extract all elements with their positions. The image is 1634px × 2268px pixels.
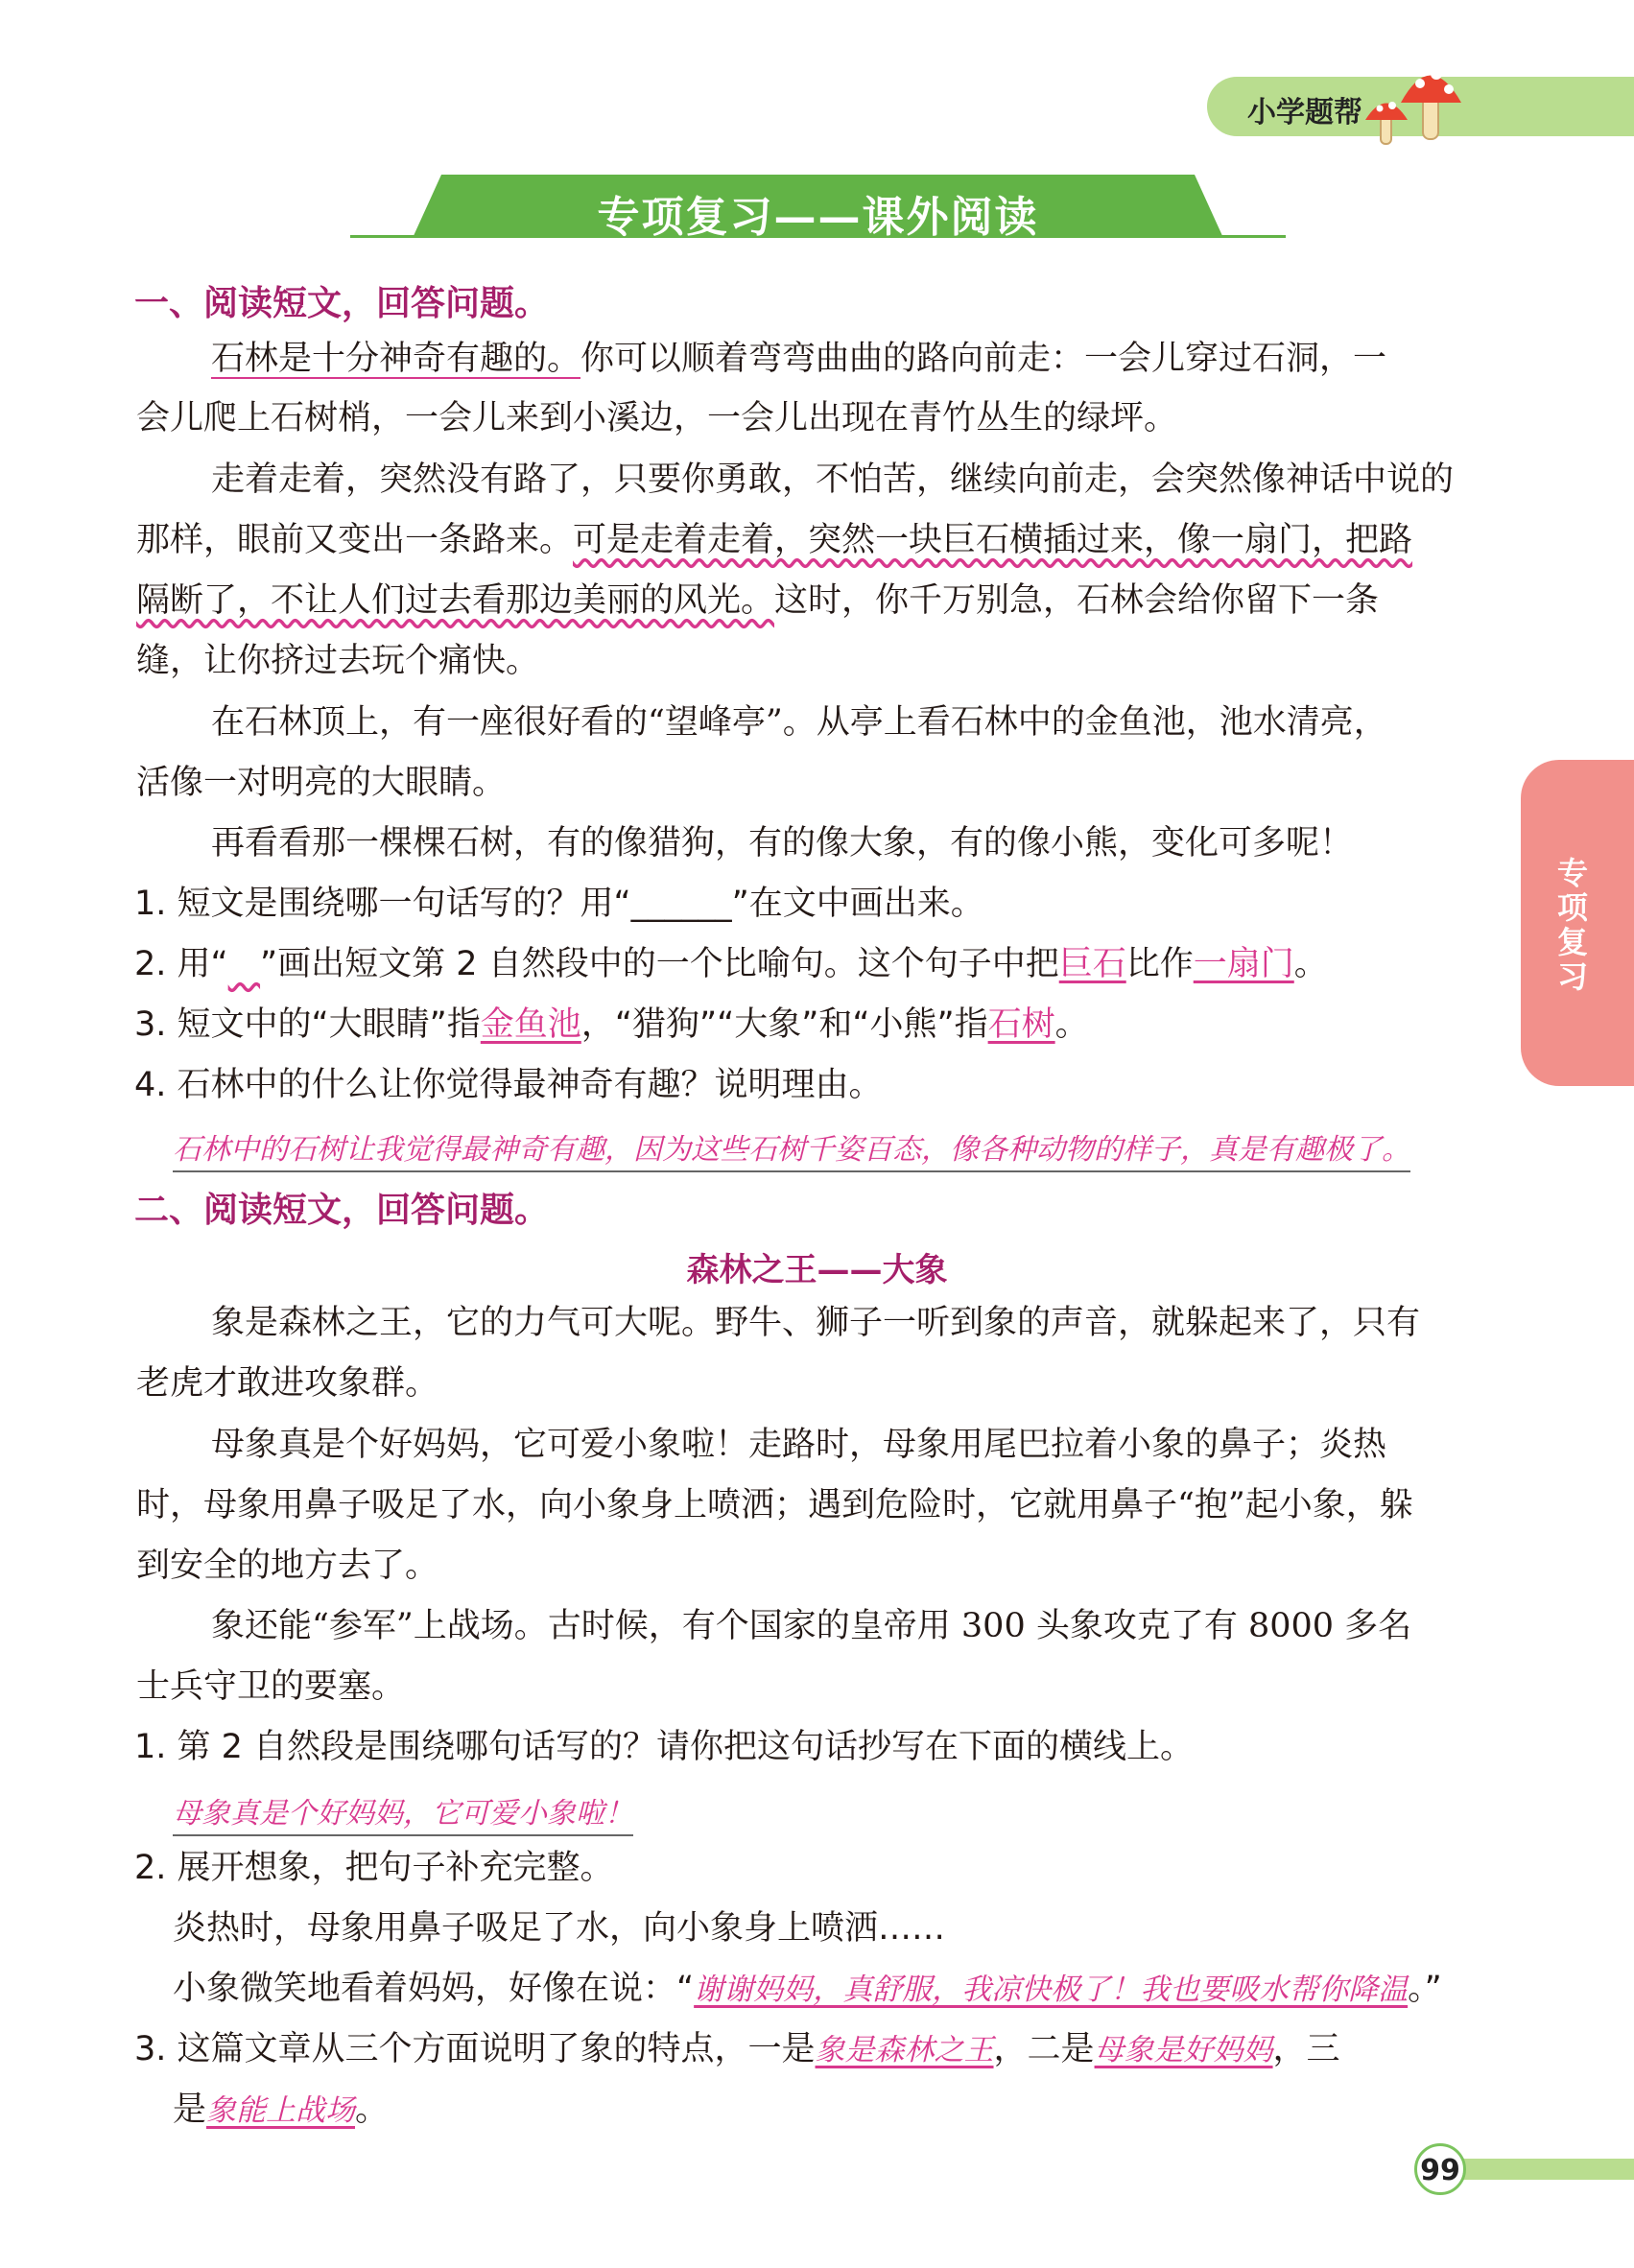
s2-q2-line2: 小象微笑地看着妈妈，好像在说：“谢谢妈妈，真舒服，我凉快极了！我也要吸水帮你降温。” [173, 1970, 1442, 2008]
s1-q4-answer: 石林中的石树让我觉得最神奇有趣，因为这些石树千姿百态，像各种动物的样子，真是有趣极了。 [173, 1125, 1410, 1168]
s2-q1-answer: 母象真是个好妈妈，它可爱小象啦！ [173, 1789, 633, 1831]
s2-p3-line2: 士兵守卫的要塞。 [136, 1667, 406, 1706]
s1-question-3: 3. 短文中的“大眼睛”指金鱼池，“猎狗”“大象”和“小熊”指石树。 [134, 1005, 1089, 1044]
s1-p2-line2: 那样，眼前又变出一条路来。可是走着走着，突然一块巨石横插过来，像一扇门，把路 [136, 521, 1413, 559]
s1-p2-line4: 缝，让你挤过去玩个痛快。 [136, 642, 540, 680]
page-number-badge [1414, 2143, 1466, 2195]
s2-q3-answer-1: 象是森林之王 [815, 2033, 994, 2067]
s2-article-title: 森林之王——大象 [686, 1251, 948, 1289]
s1-q3-answer-1: 金鱼池 [480, 1005, 581, 1044]
s1-q2-answer-1: 巨石 [1058, 945, 1126, 983]
page-number: 99 [1420, 2154, 1460, 2187]
s2-q2-line1: 炎热时，母象用鼻子吸足了水，向小象身上喷洒…… [173, 1909, 946, 1948]
s1-p1-line2: 会儿爬上石树梢，一会儿来到小溪边，一会儿出现在青竹丛生的绿坪。 [136, 399, 1178, 437]
mushroom-icon [1348, 53, 1473, 149]
s1-p2-line1: 走着走着，突然没有路了，只要你勇敢，不怕苦，继续向前走，会突然像神话中说的 [211, 461, 1455, 499]
wavy-mark [228, 945, 260, 983]
banner-title: 专项复习——课外阅读 [597, 193, 1039, 242]
s2-question-2: 2. 展开想象，把句子补充完整。 [134, 1849, 614, 1887]
s1-question-1: 1. 短文是围绕哪一句话写的？用“______”在文中画出来。 [134, 885, 984, 923]
side-tab-label: 专项复习 [1556, 855, 1588, 995]
s1-metaphor-a: 可是走着走着，突然一块巨石横插过来，像一扇门，把路 [573, 521, 1413, 559]
s2-question-3: 3. 这篇文章从三个方面说明了象的特点，一是象是森林之王，二是母象是好妈妈，三 [134, 2030, 1340, 2068]
s1-p3-line2: 活像一对明亮的大眼睛。 [136, 764, 507, 802]
s2-p1-line2: 老虎才敢进攻象群。 [136, 1364, 439, 1403]
s2-q2-answer: 谢谢妈妈，真舒服，我凉快极了！我也要吸水帮你降温 [694, 1973, 1409, 2007]
s1-p2-line3: 隔断了，不让人们过去看那边美丽的风光。这时，你千万别急，石林会给你留下一条 [136, 581, 1380, 620]
s2-q3-answer-2: 母象是好妈妈 [1094, 2033, 1273, 2067]
page-number-bar [1439, 2159, 1634, 2180]
s1-p3-line1: 在石林顶上，有一座很好看的“望峰亭”。从亭上看石林中的金鱼池，池水清亮， [211, 703, 1387, 742]
s2-p2-line1: 母象真是个好妈妈，它可爱小象啦！走路时，母象用尾巴拉着小象的鼻子；炎热 [211, 1426, 1387, 1464]
s1-q3-answer-2: 石树 [987, 1005, 1055, 1044]
section1-heading: 一、阅读短文，回答问题。 [134, 284, 550, 323]
s2-question-3-cont: 是象能上战场。 [173, 2091, 390, 2129]
banner [413, 175, 1223, 242]
s1-question-4: 4. 石林中的什么让你觉得最神奇有趣？说明理由。 [134, 1066, 883, 1104]
s1-key-sentence: 石林是十分神奇有趣的。 [211, 340, 581, 378]
s2-question-1: 1. 第 2 自然段是围绕哪句话写的？请你把这句话抄写在下面的横线上。 [134, 1728, 1195, 1766]
s1-q2-answer-2: 一扇门 [1193, 945, 1294, 983]
s2-q3-answer-3: 象能上战场 [206, 2093, 356, 2128]
s2-p1-line1: 象是森林之王，它的力气可大呢。野牛、狮子一听到象的声音，就躲起来了，只有 [211, 1304, 1421, 1342]
side-tab [1521, 760, 1634, 1086]
s1-metaphor-b: 隔断了，不让人们过去看那边美丽的风光。 [136, 581, 775, 620]
s1-p4: 再看看那一棵棵石树，有的像猎狗，有的像大象，有的像小熊，变化可多呢！ [211, 824, 1354, 862]
s2-p2-line3: 到安全的地方去了。 [136, 1547, 439, 1585]
brand-label: 小学题帮 [1247, 96, 1362, 130]
s2-p2-line2: 时，母象用鼻子吸足了水，向小象身上喷洒；遇到危险时，它就用鼻子“抱”起小象，躲 [136, 1486, 1413, 1524]
s1-question-2: 2. 用“ ”画出短文第 2 自然段中的一个比喻句。这个句子中把巨石比作一扇门。 [134, 945, 1328, 983]
s2-p3-line1: 象还能“参军”上战场。古时候，有个国家的皇帝用 300 头象攻克了有 8000 多名 [211, 1607, 1412, 1645]
s1-p1-line1: 石林是十分神奇有趣的。你可以顺着弯弯曲曲的路向前走：一会儿穿过石洞，一 [211, 340, 1387, 378]
section2-heading: 二、阅读短文，回答问题。 [134, 1191, 550, 1230]
